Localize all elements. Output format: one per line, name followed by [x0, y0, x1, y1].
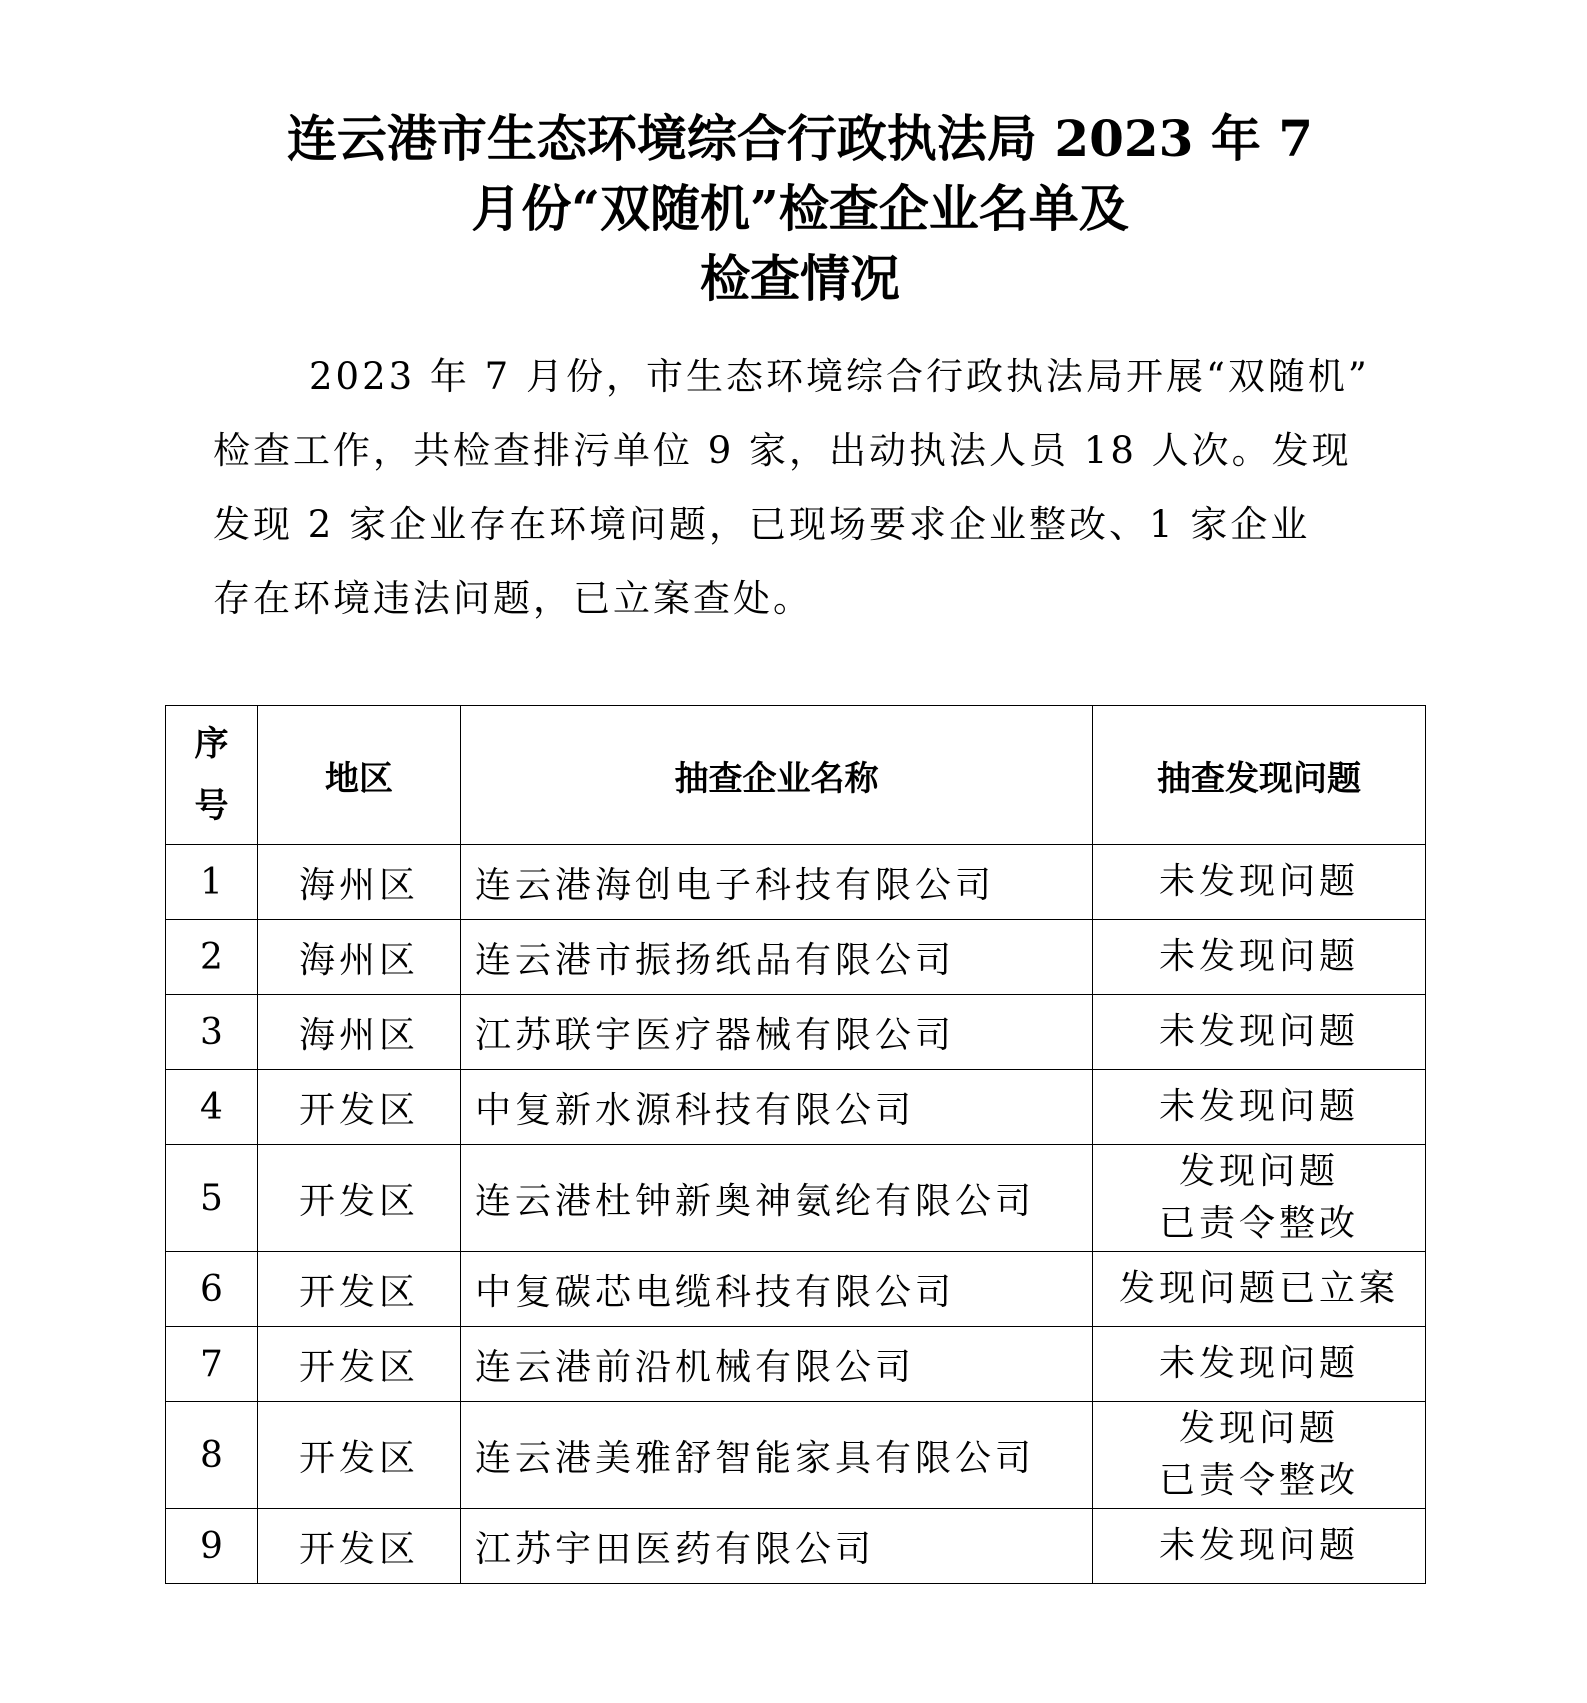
header-seq-line-1: 序: [194, 724, 229, 764]
inspection-table: [165, 705, 1426, 1584]
cell-region: 开发区: [258, 1145, 461, 1252]
cell-seq: 6: [166, 1252, 258, 1327]
cell-region: 开发区: [258, 1070, 461, 1145]
issue-line-1: 未发现问题: [1158, 936, 1359, 977]
issue-line-2: 已责令整改: [1158, 1460, 1359, 1501]
cell-issue: [1093, 1252, 1426, 1327]
issue-line-1: 未发现问题: [1158, 861, 1359, 902]
cell-seq: 4: [166, 1070, 258, 1145]
table-row: [166, 845, 1426, 920]
title-line-3: 检查情况: [700, 249, 900, 308]
cell-region: 开发区: [258, 1402, 461, 1509]
table-row: [166, 1145, 1426, 1252]
header-seq-line-2: 号: [194, 786, 229, 826]
cell-issue: [1093, 1402, 1426, 1509]
cell-seq: 1: [166, 845, 258, 920]
cell-region: 开发区: [258, 1509, 461, 1584]
issue-line-2: 已责令整改: [1158, 1203, 1359, 1244]
header-company: 抽查企业名称: [461, 706, 1093, 845]
cell-issue: [1093, 1327, 1426, 1402]
header-seq: [166, 706, 258, 845]
cell-issue: [1093, 920, 1426, 995]
table-header-row: [166, 706, 1426, 845]
title-line-1: 连云港市生态环境综合行政执法局 2023 年 7: [286, 109, 1314, 168]
cell-region: 海州区: [258, 845, 461, 920]
cell-company: 连云港杜钟新奥神氨纶有限公司: [461, 1145, 1093, 1252]
header-issue: 抽查发现问题: [1093, 706, 1426, 845]
cell-company: 江苏宇田医药有限公司: [461, 1509, 1093, 1584]
cell-seq: 3: [166, 995, 258, 1070]
cell-issue: [1093, 1509, 1426, 1584]
cell-company: 连云港美雅舒智能家具有限公司: [461, 1402, 1093, 1509]
cell-region: 海州区: [258, 920, 461, 995]
cell-company: 连云港海创电子科技有限公司: [461, 845, 1093, 920]
cell-company: 连云港市振扬纸品有限公司: [461, 920, 1093, 995]
issue-line-1: 发现问题已立案: [1118, 1268, 1399, 1309]
table-row: [166, 1327, 1426, 1402]
cell-company: 江苏联宇医疗器械有限公司: [461, 995, 1093, 1070]
cell-company: 连云港前沿机械有限公司: [461, 1327, 1093, 1402]
issue-line-1: 未发现问题: [1158, 1086, 1359, 1127]
cell-issue: [1093, 845, 1426, 920]
cell-seq: 7: [166, 1327, 258, 1402]
header-region: 地区: [258, 706, 461, 845]
table-row: [166, 1252, 1426, 1327]
summary-line-1: 2023 年 7 月份，市生态环境综合行政执法局开展“双随机”: [309, 355, 1370, 398]
summary-line-2: 检查工作，共检查排污单位 9 家，出动执法人员 18 人次。发现: [213, 429, 1352, 472]
issue-line-1: 未发现问题: [1158, 1343, 1359, 1384]
table-row: [166, 1070, 1426, 1145]
table-row: [166, 995, 1426, 1070]
cell-issue: [1093, 995, 1426, 1070]
cell-region: 开发区: [258, 1327, 461, 1402]
cell-seq: 9: [166, 1509, 258, 1584]
cell-region: 开发区: [258, 1252, 461, 1327]
cell-company: 中复新水源科技有限公司: [461, 1070, 1093, 1145]
issue-line-1: 未发现问题: [1158, 1525, 1359, 1566]
issue-line-1: 发现问题: [1178, 1408, 1339, 1449]
table-row: [166, 920, 1426, 995]
document-title: [200, 104, 1400, 314]
cell-issue: [1093, 1070, 1426, 1145]
summary-paragraph: [213, 340, 1393, 636]
title-line-2: 月份“双随机”检查企业名单及: [471, 179, 1129, 238]
cell-region: 海州区: [258, 995, 461, 1070]
issue-line-1: 未发现问题: [1158, 1011, 1359, 1052]
summary-line-4: 存在环境违法问题，已立案查处。: [213, 577, 813, 620]
cell-issue: [1093, 1145, 1426, 1252]
table-row: [166, 1402, 1426, 1509]
summary-line-3: 发现 2 家企业存在环境问题，已现场要求企业整改、1 家企业: [213, 503, 1311, 546]
cell-seq: 8: [166, 1402, 258, 1509]
cell-seq: 2: [166, 920, 258, 995]
cell-company: 中复碳芯电缆科技有限公司: [461, 1252, 1093, 1327]
cell-seq: 5: [166, 1145, 258, 1252]
table-row: [166, 1509, 1426, 1584]
issue-line-1: 发现问题: [1178, 1151, 1339, 1192]
